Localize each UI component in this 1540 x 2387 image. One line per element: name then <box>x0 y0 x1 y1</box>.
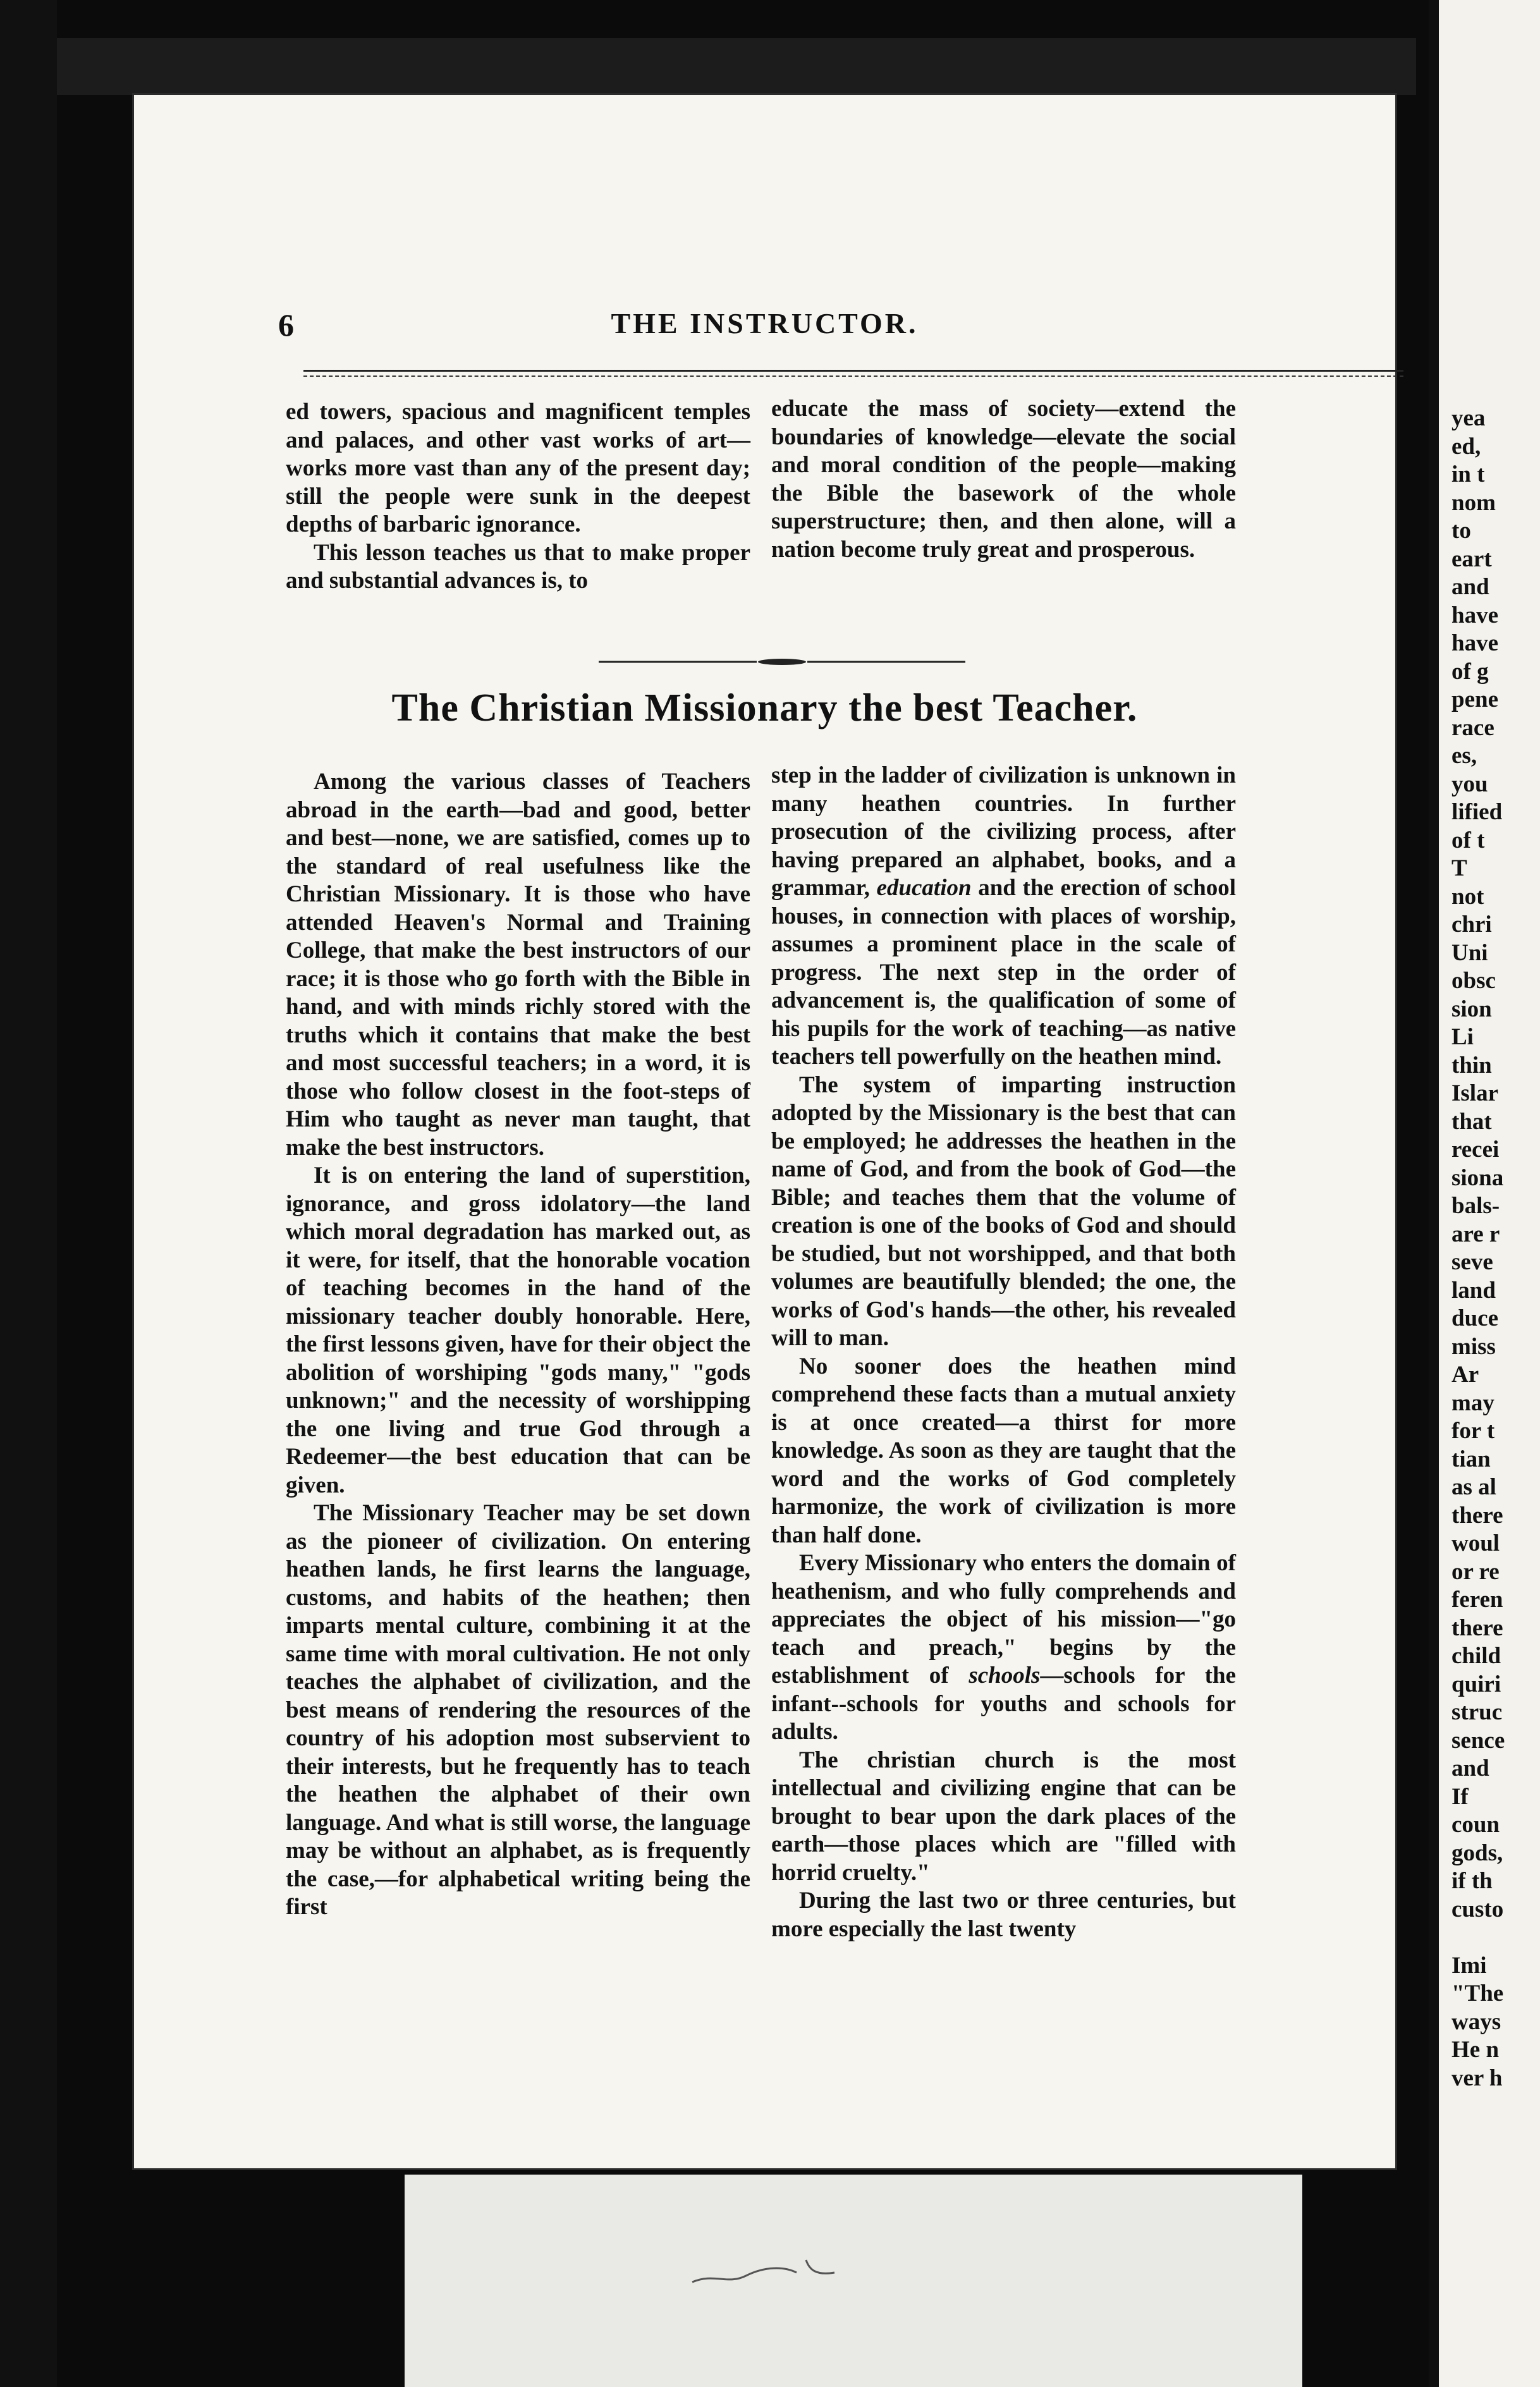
italic-term: schools <box>969 1663 1041 1688</box>
facing-page-line: there <box>1451 1615 1503 1641</box>
facing-page-line: of g <box>1451 658 1489 685</box>
facing-page-line: nom <box>1451 489 1496 516</box>
article-paragraph: The Missionary Teacher may be set down as the pioneer of civilization. On entering heathen lands, he first learns the language, customs, and habits of the heathen; then imparts mental culture, combining it at the same time with moral cultivation. He not only teaches the alphabet of civilization, and the best means of rendering the resources of the country of his adoption most subservient to their interests, but he frequently has to teach the heathen the alphabet of their own language. And what is still worse, the language may be without an alphabet, as is frequently the case,—for alphabetical writing being the first <box>286 1500 750 1920</box>
facing-page-line: ways <box>1451 2008 1501 2035</box>
page-header <box>134 307 1395 351</box>
facing-page-line: lified <box>1451 799 1503 825</box>
facing-page-line: pene <box>1451 687 1498 712</box>
facing-page-line: you <box>1451 771 1488 797</box>
article-left-column <box>286 768 750 1922</box>
facing-page-line: of t <box>1451 827 1485 853</box>
facing-page-line: recei <box>1451 1137 1500 1163</box>
facing-page-line: gods, <box>1451 1840 1503 1866</box>
prev-article-left-column <box>286 398 750 595</box>
italic-term: education <box>876 875 972 901</box>
facing-page-line: coun <box>1451 1812 1500 1838</box>
page-number: 6 <box>278 307 294 343</box>
text-run: and the erection of school houses, in connection with places of worship, assumes a prominent place in the scale of progress. The next step in the order of advancement is, the qualification of some of his pupils for the work of teaching—as native teachers tell powerfully on the heathen mind. <box>771 875 1236 1070</box>
facing-page-line: Islar <box>1451 1080 1498 1106</box>
scan-border-top <box>57 38 1416 95</box>
facing-page-line: siona <box>1451 1164 1504 1191</box>
section-divider <box>599 657 965 666</box>
facing-page-line: yea <box>1451 405 1486 431</box>
facing-page-line: to <box>1451 518 1471 544</box>
facing-page-edge <box>1429 0 1540 2387</box>
prev-article-paragraph: educate the mass of society—extend the boundaries of knowledge—elevate the social and moral condition of the people—making the Bible the basework of the whole superstructure; then, and then alone, will a nation become truly great and prosperous. <box>771 396 1236 563</box>
header-rule <box>303 370 1403 377</box>
facing-page-line: child <box>1451 1643 1501 1669</box>
facing-page-line: feren <box>1451 1587 1503 1613</box>
text-run: Every Missionary who enters the domain of heathenism, and who fully comprehends and appreciates the object of his mission—"go teach and preach," begins by the establishment of <box>771 1550 1236 1688</box>
scan-bottom-strip <box>405 2175 1302 2387</box>
facing-page-line: Ar <box>1451 1362 1479 1388</box>
article-paragraph: It is on entering the land of superstition, ignorance, and gross idolatory—the land which moral degradation has marked out, as it were, for itself, that the honorable vocation of teaching becomes in the hand of the missionary teacher doubly honorable. Here, the first lessons given, have for their object the abolition of worshiping "gods many," "gods unknown;" and the necessity of worshipping the one living and true God through a Redeemer—the best education that can be given. <box>286 1163 750 1498</box>
facing-page-line: obsc <box>1451 968 1496 994</box>
facing-page-line: or re <box>1451 1558 1500 1585</box>
facing-page-line: there <box>1451 1502 1503 1529</box>
facing-page-line: miss <box>1451 1333 1496 1360</box>
article-paragraph <box>771 762 1236 1071</box>
page-gutter <box>1429 0 1439 2387</box>
facing-page-line: that <box>1451 1108 1492 1135</box>
prev-article-right-column <box>771 395 1236 564</box>
facing-page-line: are r <box>1451 1221 1500 1247</box>
article-paragraph: Among the various classes of Teachers abroad in the earth—bad and good, better and best—none, we are satisfied, comes up to the standard of real usefulness like the Christian Missionary. It is those who have attended Heaven's Normal and Training College, that make the best instructors of our race; it is those who go forth with the Bible in hand, and with minds richly stored with the truths which it contains that make the best and most successful teachers; in a word, it is those who follow closest in the foot-steps of Him who taught as never man taught, that make the best instructors. <box>286 769 750 1161</box>
facing-page-line: have <box>1451 630 1498 656</box>
facing-page-line: T <box>1451 855 1467 881</box>
facing-page-line: sence <box>1451 1727 1505 1754</box>
article-paragraph: The christian church is the most intellectual and civilizing engine that can be brought to bear upon the dark places of the earth—those places which are "filled with horrid cruelty." <box>771 1747 1236 1886</box>
facing-page-line: race <box>1451 714 1494 741</box>
facing-page-line: ed, <box>1451 433 1481 460</box>
facing-page-line: duce <box>1451 1305 1498 1331</box>
running-title: THE INSTRUCTOR. <box>611 307 919 339</box>
facing-page-line: and <box>1451 574 1489 600</box>
article-paragraph <box>771 1549 1236 1747</box>
facing-page-line: eart <box>1451 546 1492 572</box>
facing-page-line: in t <box>1451 461 1485 487</box>
facing-page-line: and <box>1451 1755 1489 1781</box>
facing-page-line: He n <box>1451 2037 1500 2063</box>
scan-border-left <box>0 0 57 2387</box>
facing-page-line: have <box>1451 602 1498 628</box>
facing-page-line: sion <box>1451 996 1492 1022</box>
facing-page-line: seve <box>1451 1249 1493 1275</box>
newspaper-page <box>134 95 1395 2168</box>
facing-page-line: bals- <box>1451 1193 1500 1219</box>
text-run: —schools for the infant--schools for youths and schools for adults. <box>771 1663 1236 1745</box>
facing-page-line: land <box>1451 1277 1496 1303</box>
pencil-mark <box>689 2254 841 2292</box>
facing-page-line: Uni <box>1451 939 1488 966</box>
facing-page-line: Li <box>1451 1024 1474 1050</box>
facing-page-line: "The <box>1451 1981 1504 2006</box>
facing-page-line: not <box>1451 883 1484 910</box>
facing-page-line: for t <box>1451 1418 1495 1444</box>
text-run: step in the ladder of civilization is unknown in many heathen countries. In further prosecution of the civilizing process, after having prepared an alphabet, books, and a grammar, <box>771 762 1236 901</box>
facing-page-line: struc <box>1451 1699 1503 1725</box>
facing-page-line: woul <box>1451 1530 1500 1556</box>
prev-article-paragraph: ed towers, spacious and magnificent temples and palaces, and other vast works of art—works more vast than any of the present day; still the people were sunk in the deepest depths of barbaric ignorance. <box>286 399 750 537</box>
facing-page-line: es, <box>1451 743 1477 769</box>
article-paragraph: The system of imparting instruction adopted by the Missionary is the best that can be employed; he addresses the heathen in the name of God, and from the book of God—the Bible; and teaches them that the volume of creation is one of the books of God and should be studied, but not worshipped, and that both volumes are beautifully blended; the one, the works of God's hands—the other, his revealed will to man. <box>771 1071 1236 1351</box>
article-paragraph: During the last two or three centuries, but more especially the last twenty <box>771 1888 1236 1942</box>
facing-page-line: Imi <box>1451 1952 1487 1979</box>
facing-page-line: if th <box>1451 1868 1493 1894</box>
facing-page-line: custo <box>1451 1896 1504 1922</box>
facing-page-line: ver h <box>1451 2065 1503 2091</box>
facing-page-line: chri <box>1451 912 1492 937</box>
facing-page-line: If <box>1451 1783 1469 1810</box>
article-right-column <box>771 762 1236 1943</box>
prev-article-paragraph: This lesson teaches us that to make proper and substantial advances is, to <box>286 539 750 594</box>
article-headline: The Christian Missionary the best Teacher. <box>391 687 1138 730</box>
article-paragraph: No sooner does the heathen mind comprehend these facts than a mutual anxiety is at once created—a thirst for more knowledge. As soon as they are taught that the word and the works of God completely harmonize, the work of civilization is more than half done. <box>771 1353 1236 1548</box>
facing-page-line: as al <box>1451 1474 1496 1500</box>
facing-page-line: thin <box>1451 1052 1492 1078</box>
facing-page-line: quiri <box>1451 1671 1501 1697</box>
facing-page-line: may <box>1451 1389 1494 1416</box>
facing-page-line: tian <box>1451 1446 1491 1472</box>
